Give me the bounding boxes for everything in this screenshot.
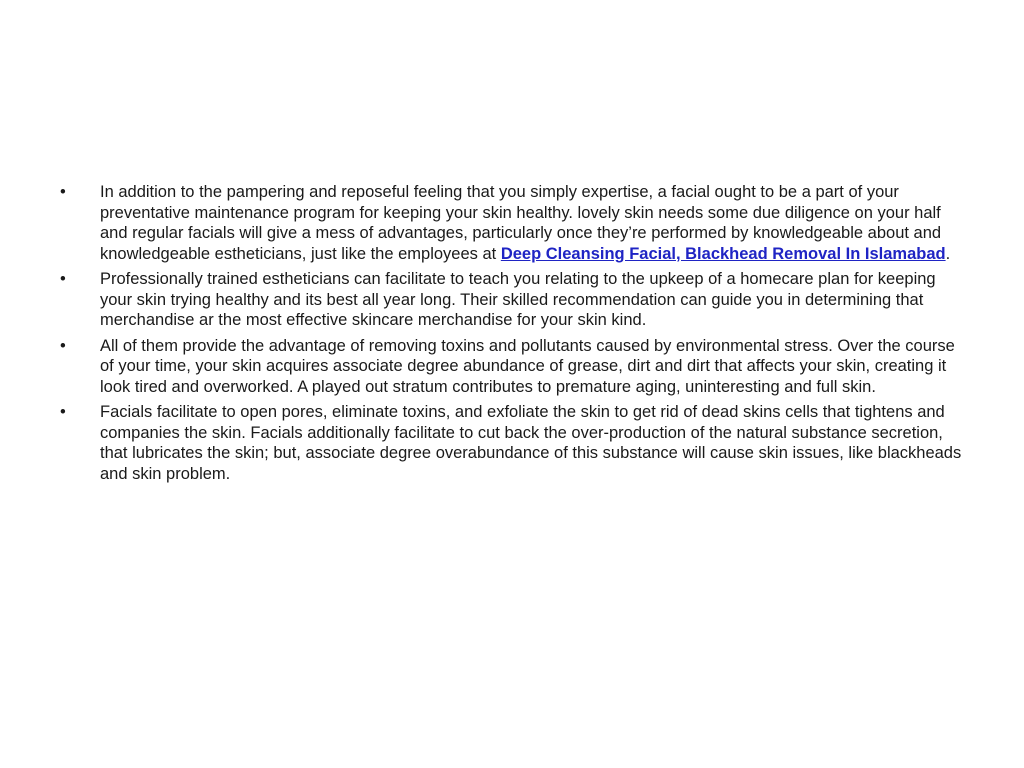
bullet-item-3 <box>60 336 966 398</box>
bullet-icon: • <box>60 183 66 201</box>
deep-cleansing-facial-link[interactable]: Deep Cleansing Facial, Blackhead Removal In Islamabad <box>500 244 946 263</box>
bullet-item-4 <box>60 402 966 484</box>
bullet-text: Professionally trained estheticians can facilitate to teach you relating to the upkeep of a homecare plan for keeping your skin trying healthy and its best all year long. Their skilled recommendation can guide you in determining that merchandise ar the most effective skincare merchandise for your skin kind. <box>100 270 936 329</box>
bullet-icon: • <box>60 270 66 288</box>
bullet-list <box>60 182 966 489</box>
bullet-item-2 <box>60 269 966 331</box>
bullet-text: All of them provide the advantage of removing toxins and pollutants caused by environmental stress. Over the course of your time, your skin acquires associate degree abundance of grease, dirt and dirt that affects your skin, creating it look tired and overworked. A played out stratum contributes to premature aging, uninteresting and full skin. <box>100 336 955 396</box>
bullet-text-before-link: In addition to the pampering and reposeful feeling that you simply expertise, a facial ought to be a part of your preventative maintenance program for keeping your skin healthy. lovely skin needs some due diligence on your half and regular facials will give a mess of advantages, particularly once they’re performed by knowledgeable about and knowledgeable estheticians, just like the employees at <box>100 183 942 263</box>
bullet-text: Facials facilitate to open pores, eliminate toxins, and exfoliate the skin to get rid of dead skins cells that tightens and companies the skin. Facials additionally facilitate to cut back the over-production of the natural substance secretion, that lubricates the skin; but, associate degree overabundance of this substance will cause skin issues, like blackheads and skin problem. <box>100 403 962 483</box>
bullet-icon: • <box>60 336 66 355</box>
bullet-text-after-link: . <box>945 244 951 263</box>
bullet-item-1 <box>60 182 966 264</box>
bullet-icon: • <box>60 403 66 421</box>
